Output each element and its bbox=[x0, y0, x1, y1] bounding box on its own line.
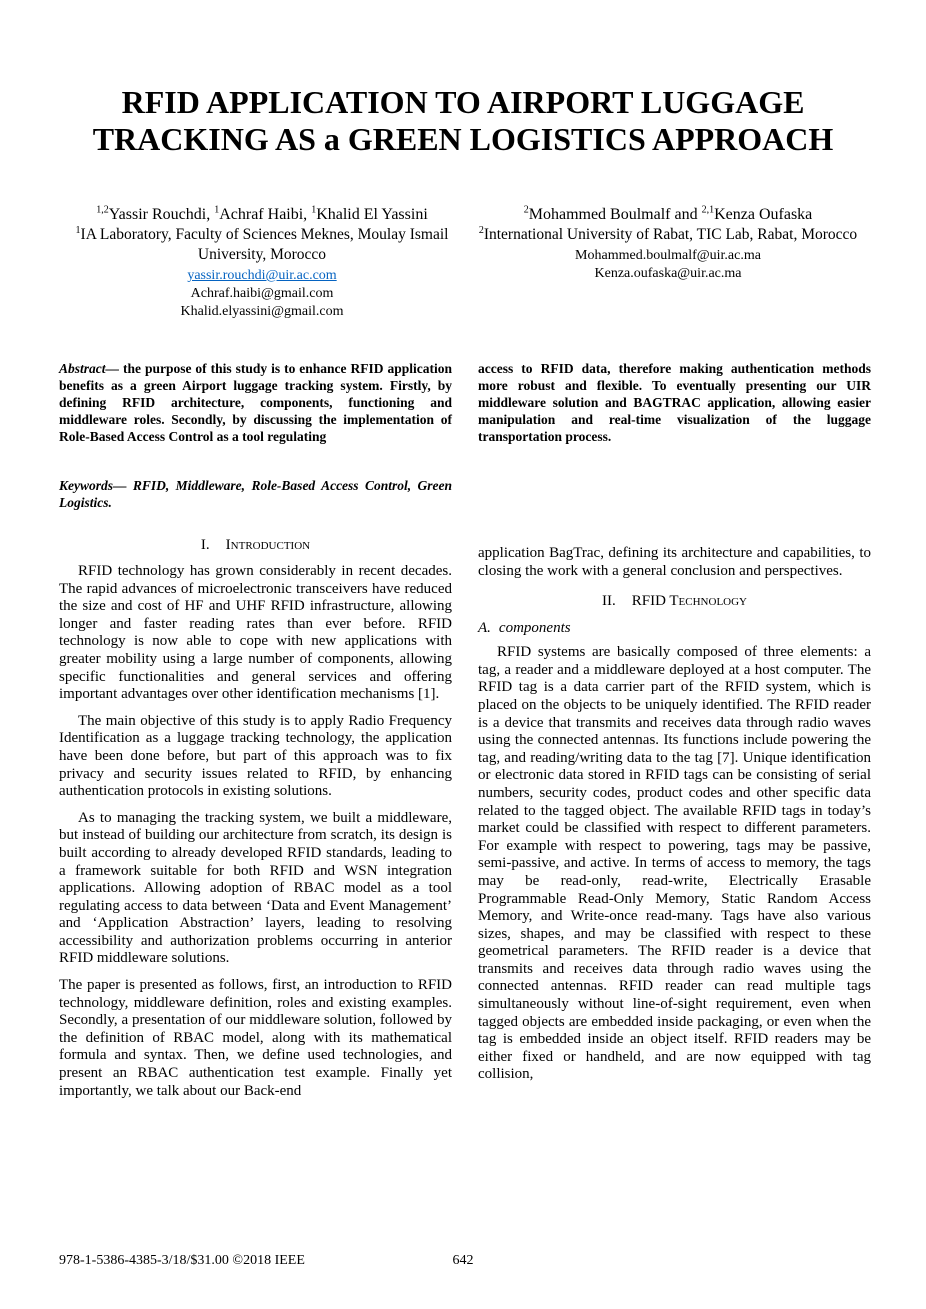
section-number: I. bbox=[200, 537, 210, 553]
authors-row bbox=[59, 205, 871, 321]
author-affiliation-left bbox=[59, 225, 465, 265]
author-name: Achraf Haibi, bbox=[219, 206, 312, 223]
email-address: Kenza.oufaska@uir.ac.ma bbox=[594, 266, 742, 281]
subsection-title: components bbox=[498, 620, 571, 637]
affiliation-text: International University of Rabat, TIC Lab, Rabat, Morocco bbox=[483, 226, 858, 243]
section-title: Introduction bbox=[225, 537, 311, 553]
section-heading-rfid-technology bbox=[478, 593, 871, 610]
keywords-label: Keywords— bbox=[59, 478, 127, 493]
section-number: II. bbox=[601, 593, 616, 610]
affiliation-sup: 2 bbox=[478, 224, 484, 236]
page-number: 642 bbox=[452, 1253, 474, 1268]
author-names-right bbox=[465, 205, 871, 225]
abstract-text-right: access to RFID data, therefore making authentication methods more robust and flexible. To eventually presenting our UIR middleware solution and BAGTRAC application, allowing easier manipulation and real-time visualization of the luggage transportation process. bbox=[478, 361, 871, 444]
author-name: Mohammed Boulmalf and bbox=[528, 206, 702, 223]
email-address: Khalid.elyassini@gmail.com bbox=[180, 304, 344, 319]
author-block-left bbox=[59, 205, 465, 321]
paper-title bbox=[0, 84, 926, 158]
footer-copyright: 978-1-5386-4385-3/18/$31.00 ©2018 IEEE bbox=[59, 1253, 305, 1268]
section-title: RFID Technology bbox=[631, 593, 747, 610]
subsection-heading-components bbox=[478, 620, 871, 637]
author-sup: 2 bbox=[523, 204, 529, 216]
paragraph: application BagTrac, defining its architecture and capabilities, to closing the work with a general conclusion and perspectives. bbox=[478, 545, 871, 579]
author-block-right bbox=[465, 205, 871, 321]
paragraph: As to managing the tracking system, we built a middleware, but instead of building our architecture from scratch, its design is built according to already developed RFID standards, leading to a framework suitable for both RFID and WSN integration applications. Allowing adoption of RBAC model as a tool regulating access to data between ‘Data and Event Management’ and ‘Application Abstraction’ layers, leading to resolving accessibility and authorization problems occurring in anterior RFID middleware solutions. bbox=[59, 809, 452, 967]
abstract-text-left: the purpose of this study is to enhance RFID application benefits as a green Airport luggage tracking system. Firstly, by defining RFID architecture, components, functioning and middleware roles. Secondly, by discussing the implementation of Role-Based Access Control as a tool regulating bbox=[59, 361, 452, 444]
author-sup: 1 bbox=[214, 204, 220, 216]
abstract-left bbox=[59, 360, 452, 445]
author-emails-left bbox=[59, 267, 465, 321]
affiliation-sup: 1 bbox=[75, 224, 81, 236]
keywords-text: RFID, Middleware, Role-Based Access Control, Green Logistics. bbox=[59, 478, 452, 510]
affiliation-text: IA Laboratory, Faculty of Sciences Meknes, Moulay Ismail University, Morocco bbox=[80, 226, 449, 263]
author-name: Yassir Rouchdi, bbox=[108, 206, 215, 223]
paper-title-line1: RFID APPLICATION TO AIRPORT LUGGAGE bbox=[121, 84, 805, 120]
author-sup: 1,2 bbox=[96, 204, 109, 216]
paragraph: RFID systems are basically composed of three elements: a tag, a reader and a middleware deployed at a host computer. The RFID tag is a data carrier part of the RFID system, which is placed on the objects to be uniquely identified. The RFID reader is a device that transmits and receives data through radio waves using the connected antennas. Its functions include powering the tag, and reading/writing data to the tag [7]. Unique identification or electronic data stored in RFID tags can be consisting of serial numbers, security codes, product codes and other specific data related to the tagged object. The available RFID tags in today’s market could be classified with respect to different parameters. For example with respect to powering, tags may be passive, semi-passive, and active. In terms of access to memory, the tags may be read-only, read-write, Electrically Erasable Programmable Read-Only Memory, Static Random Access Memory, and Write-once read-many. Tags have also various sizes, shapes, and may be classified with respect to these geometrical parameters. The RFID reader is a device that transmits and receives data through radio waves using the connected antennas. RFID reader can read multiple tags simultaneously without line-of-sight requirement, even when tagged objects are embedded inside packaging, or even when the tag is embedded inside an object itself. RFID readers may be either fixed or handheld, and are now equipped with tag collision, bbox=[478, 644, 871, 1083]
left-column bbox=[59, 537, 452, 1106]
author-affiliation-right bbox=[465, 225, 871, 245]
abstract-label: Abstract— bbox=[59, 361, 120, 376]
author-name: Khalid El Yassini bbox=[316, 206, 428, 223]
right-column bbox=[478, 545, 871, 1090]
email-link[interactable]: yassir.rouchdi@uir.ac.com bbox=[187, 268, 337, 283]
subsection-letter: A. bbox=[478, 620, 491, 637]
author-emails-right bbox=[465, 247, 871, 283]
paragraph: RFID technology has grown considerably in recent decades. The rapid advances of microelectronic transceivers have reduced the size and cost of HF and UHF RFID infrastructure, allowing longer and faster reading rates than ever before. RFID technology is now able to cope with new applications with greater mobility using a large number of components, allowing specific functionalities and general services and offering important advantages over other identification mechanisms [1]. bbox=[59, 563, 452, 703]
section-heading-introduction bbox=[59, 537, 452, 554]
author-sup: 1 bbox=[311, 204, 317, 216]
abstract-right bbox=[478, 360, 871, 445]
paper-title-line2: TRACKING AS a GREEN LOGISTICS APPROACH bbox=[92, 121, 834, 157]
author-sup: 2,1 bbox=[701, 204, 715, 216]
paragraph: The main objective of this study is to apply Radio Frequency Identification as a luggage tracking technology, the application have been done before, but part of this approach was to fix privacy and security issues related to RFID, by enhancing authentication protocols in existing solutions. bbox=[59, 712, 452, 800]
email-address: Achraf.haibi@gmail.com bbox=[190, 286, 334, 301]
email-address: Mohammed.boulmalf@uir.ac.ma bbox=[575, 248, 761, 263]
author-names-left bbox=[59, 205, 465, 225]
author-name: Kenza Oufaska bbox=[714, 206, 813, 223]
keywords bbox=[59, 477, 452, 511]
paragraph: The paper is presented as follows, first, an introduction to RFID technology, middleware definition, roles and existing examples. Secondly, a presentation of our middleware solution, followed by the definition of RBAC model, along with its mathematical formula and syntax. Then, we define used technologies, and present an RBAC authentication test example. Finally yet importantly, we talk about our Back-end bbox=[59, 977, 452, 1099]
